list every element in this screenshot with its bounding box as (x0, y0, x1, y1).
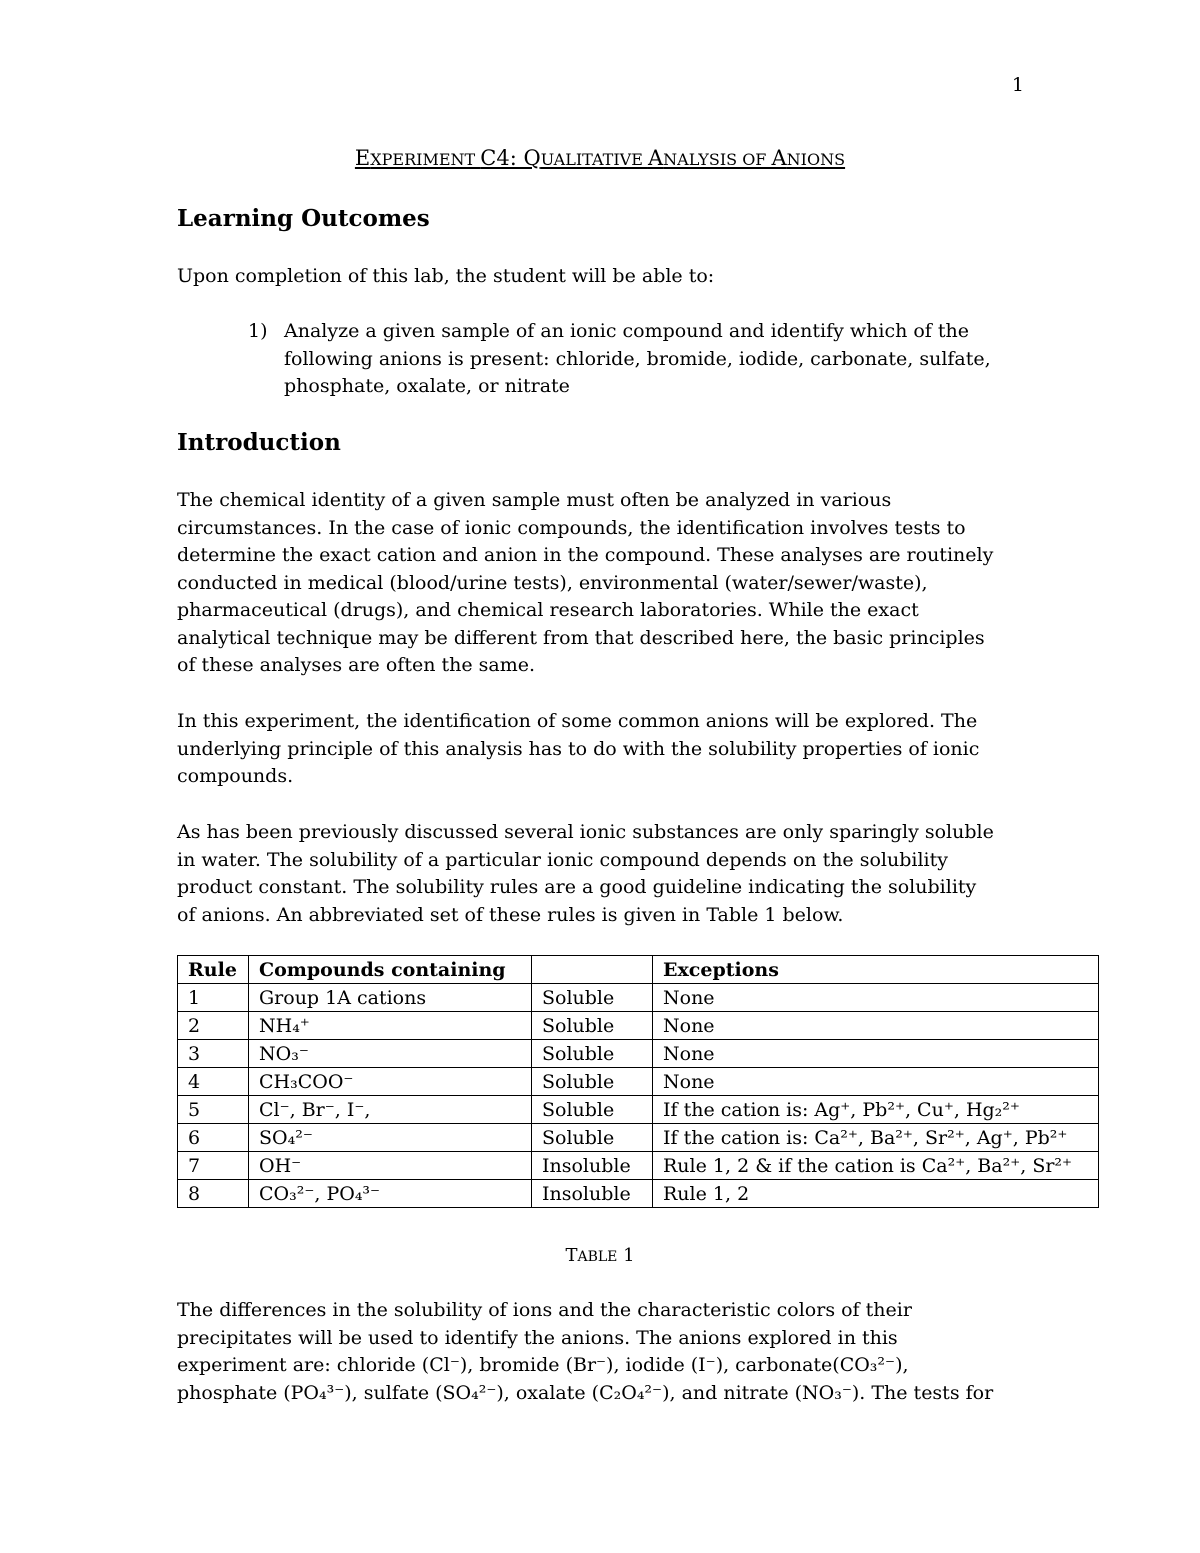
title-part: NALYSIS OF (663, 150, 772, 169)
header-compounds: Compounds containing (249, 956, 532, 984)
outcome-line: following anions is present: chloride, bromide, iodide, carbonate, sulfate, (284, 347, 991, 370)
paragraph-line: in water. The solubility of a particular ionic compound depends on the solubility (177, 848, 948, 871)
paragraph-line: The chemical identity of a given sample must often be analyzed in various (177, 489, 892, 511)
table-cell: 6 (178, 1124, 249, 1152)
table-cell: Insoluble (532, 1180, 653, 1208)
table-cell: None (653, 1012, 1099, 1040)
paragraph-line: conducted in medical (blood/urine tests), environmental (water/sewer/waste), (177, 571, 928, 594)
table-cell: 5 (178, 1096, 249, 1124)
table-cell: Soluble (532, 1124, 653, 1152)
table-cell: Rule 1, 2 (653, 1180, 1099, 1208)
table-row (178, 1180, 1099, 1208)
paragraph-line: The differences in the solubility of ions and the characteristic colors of their (177, 1299, 912, 1321)
paragraph-line: In this experiment, the identification of some common anions will be explored. The (177, 710, 978, 732)
table-cell: Cl⁻, Br⁻, I⁻, (249, 1096, 532, 1124)
paragraph-line: circumstances. In the case of ionic compounds, the identification involves tests to (177, 516, 966, 539)
table-cell: Soluble (532, 1096, 653, 1124)
table-cell: 1 (178, 984, 249, 1012)
closing-paragraph (177, 1297, 1047, 1407)
paragraph-line: analytical technique may be different from that described here, the basic principles (177, 626, 985, 649)
table-cell: NH₄⁺ (249, 1012, 532, 1040)
table-cell: None (653, 1040, 1099, 1068)
intro-paragraph-2 (177, 708, 1047, 791)
learning-outcomes-intro: Upon completion of this lab, the student will be able to: (177, 265, 715, 287)
paragraph-line: experiment are: chloride (Cl⁻), bromide (Br⁻), iodide (I⁻), carbonate(CO₃²⁻), (177, 1354, 909, 1376)
intro-paragraph-1 (177, 487, 1047, 680)
table-header-row (178, 956, 1099, 984)
title-part: NIONS (786, 150, 846, 169)
paragraph-line: determine the exact cation and anion in the compound. These analyses are routinely (177, 544, 994, 566)
outcome-line: Analyze a given sample of an ionic compound and identify which of the (284, 320, 969, 342)
paragraph-line: underlying principle of this analysis has to do with the solubility properties of ionic (177, 737, 980, 760)
paragraph-line: of these analyses are often the same. (177, 654, 536, 676)
header-rule: Rule (178, 956, 249, 984)
table-cell: 4 (178, 1068, 249, 1096)
table-cell: Soluble (532, 1068, 653, 1096)
title-part: UALITATIVE (540, 150, 648, 169)
table-cell: Rule 1, 2 & if the cation is Ca²⁺, Ba²⁺, Sr²⁺ (653, 1152, 1099, 1180)
table-row (178, 984, 1099, 1012)
table-cell: If the cation is: Ca²⁺, Ba²⁺, Sr²⁺, Ag⁺, Pb²⁺ (653, 1124, 1099, 1152)
table-cell: 2 (178, 1012, 249, 1040)
table-cell: NO₃⁻ (249, 1040, 532, 1068)
header-exceptions: Exceptions (653, 956, 1099, 984)
table-cell: None (653, 1068, 1099, 1096)
table-cell: SO₄²⁻ (249, 1124, 532, 1152)
table-cell: Soluble (532, 1012, 653, 1040)
table-cell: CO₃²⁻, PO₄³⁻ (249, 1180, 532, 1208)
solubility-rules-table (177, 955, 1099, 1208)
title-part: A (647, 146, 664, 170)
page-number: 1 (1011, 74, 1024, 96)
paragraph-line: phosphate (PO₄³⁻), sulfate (SO₄²⁻), oxalate (C₂O₄²⁻), and nitrate (NO₃⁻). The tests for (177, 1381, 994, 1404)
table-row (178, 1068, 1099, 1096)
table-cell: 3 (178, 1040, 249, 1068)
table-cell: 8 (178, 1180, 249, 1208)
paragraph-line: product constant. The solubility rules are a good guideline indicating the solubility (177, 876, 977, 898)
table-cell: Group 1A cations (249, 984, 532, 1012)
paragraph-line: of anions. An abbreviated set of these rules is given in Table 1 below. (177, 903, 844, 926)
table-row (178, 1124, 1099, 1152)
intro-paragraph-3 (177, 819, 1047, 929)
title-part: E (354, 146, 371, 170)
table-row (178, 1152, 1099, 1180)
table-cell: Insoluble (532, 1152, 653, 1180)
outcome-number: 1) (248, 320, 268, 342)
paragraph-line: As has been previously discussed several ionic substances are only sparingly soluble (177, 821, 994, 843)
table-cell: OH⁻ (249, 1152, 532, 1180)
paragraph-line: precipitates will be used to identify the anions. The anions explored in this (177, 1326, 898, 1349)
learning-outcomes-heading: Learning Outcomes (177, 205, 430, 232)
document-title (0, 146, 1200, 170)
introduction-heading: Introduction (177, 429, 341, 456)
table-row (178, 1012, 1099, 1040)
table-cell: CH₃COO⁻ (249, 1068, 532, 1096)
table-cell: Soluble (532, 984, 653, 1012)
table-row (178, 1040, 1099, 1068)
table-cell: Soluble (532, 1040, 653, 1068)
outcome-line: phosphate, oxalate, or nitrate (284, 375, 570, 397)
table-cell: If the cation is: Ag⁺, Pb²⁺, Cu⁺, Hg₂²⁺ (653, 1096, 1099, 1124)
table-caption (0, 1245, 1200, 1266)
caption-part: ABLE (577, 1249, 618, 1265)
title-part: C4: Q (480, 146, 541, 170)
caption-part: T (565, 1245, 578, 1266)
table-cell: None (653, 984, 1099, 1012)
caption-part: 1 (617, 1245, 635, 1266)
title-part: XPERIMENT (370, 150, 481, 169)
title-part: A (771, 146, 787, 170)
table-cell: 7 (178, 1152, 249, 1180)
paragraph-line: compounds. (177, 765, 294, 787)
header-solubility (532, 956, 653, 984)
paragraph-line: pharmaceutical (drugs), and chemical research laboratories. While the exact (177, 599, 919, 621)
table-row (178, 1096, 1099, 1124)
